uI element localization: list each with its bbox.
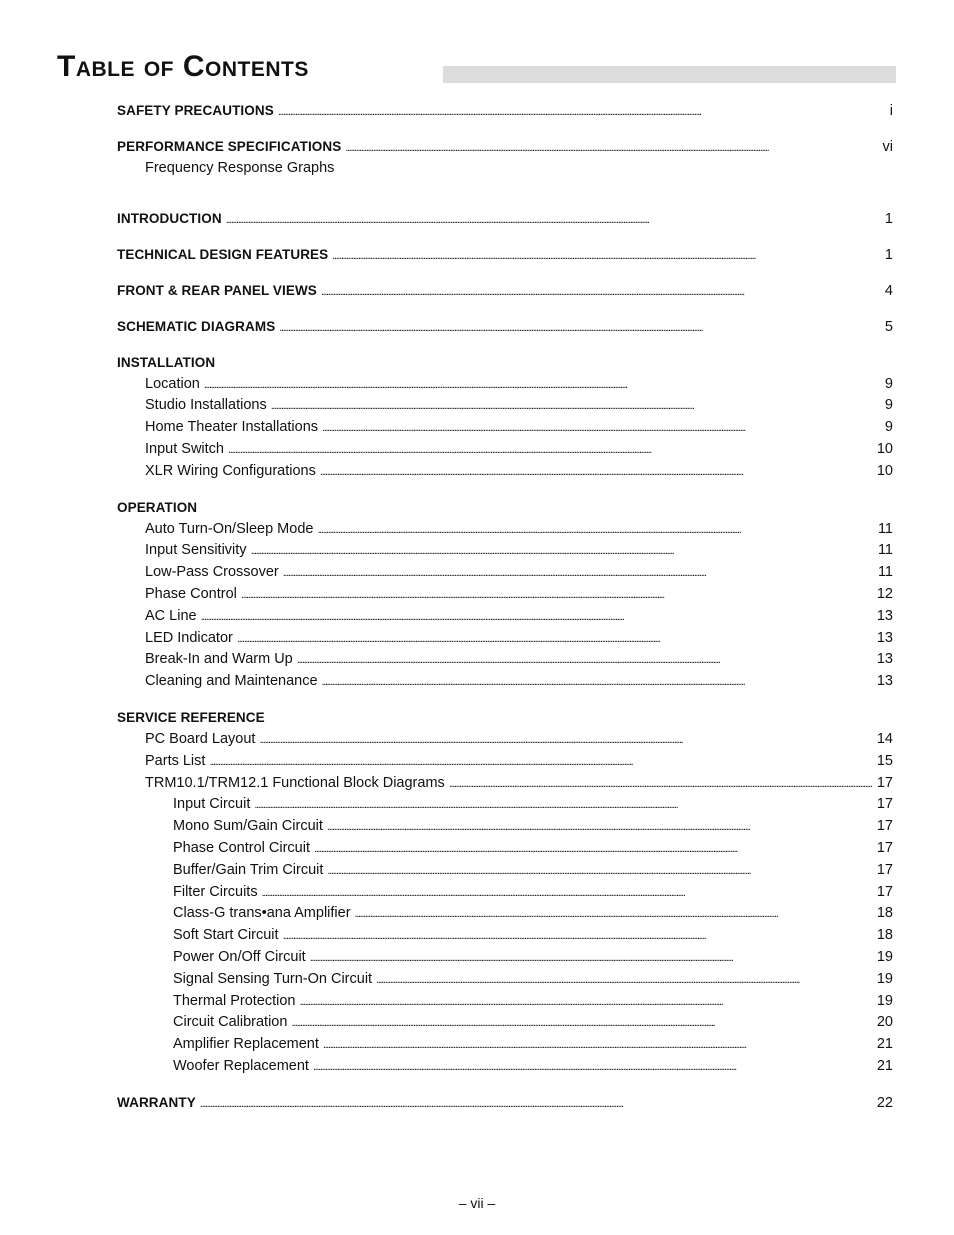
toc-entry-page-number: 9 (884, 375, 893, 392)
dot-leader (291, 1012, 875, 1035)
section-gap (117, 122, 893, 136)
toc-entry[interactable] (117, 1012, 893, 1034)
toc-entry[interactable] (117, 751, 893, 773)
toc-section-entry[interactable] (117, 244, 893, 266)
toc-section-entry[interactable] (117, 1092, 893, 1114)
toc-entry-label: Class-G trans•ana Amplifier (173, 905, 351, 922)
toc-entry[interactable] (117, 838, 893, 860)
toc-entry-label: Power On/Off Circuit (173, 948, 306, 965)
toc-entry-label: Input Switch (145, 441, 224, 458)
toc-entry-page-number: 11 (877, 542, 893, 559)
toc-entry[interactable] (117, 461, 893, 483)
toc-entry[interactable] (117, 395, 893, 417)
dot-leader (322, 417, 884, 440)
toc-entry-label: Filter Circuits (173, 883, 258, 900)
toc-entry[interactable] (117, 882, 893, 904)
toc-section-entry[interactable] (117, 497, 893, 519)
toc-entry-page-number: 13 (876, 651, 893, 668)
toc-entry-label: LED Indicator (145, 629, 233, 646)
section-gap (117, 693, 893, 707)
toc-entry-label: Home Theater Installations (145, 419, 319, 436)
toc-entry-label: Parts List (145, 752, 206, 769)
toc-entry-page-number: 10 (876, 462, 893, 479)
toc-entry[interactable] (117, 860, 893, 882)
toc-entry-page-number: 11 (877, 564, 893, 581)
dot-leader (327, 816, 876, 839)
dot-leader (259, 729, 875, 752)
toc-entry-label: Input Circuit (173, 796, 251, 813)
toc-entry-page-number: 5 (884, 318, 893, 335)
page-number: – vii – (458, 1195, 496, 1211)
toc-entry[interactable] (117, 417, 893, 439)
section-gap (117, 230, 893, 244)
dot-leader (278, 101, 889, 124)
toc-entry-page-number: 19 (876, 970, 893, 987)
dot-leader (279, 317, 884, 340)
toc-entry-label: Studio Installations (145, 397, 267, 414)
toc-entry[interactable] (117, 1056, 893, 1078)
dot-leader (314, 838, 876, 861)
toc-entry-label: Amplifier Replacement (173, 1036, 319, 1053)
dot-leader (327, 860, 875, 883)
toc-entry-page-number: 21 (876, 1036, 893, 1053)
table-of-contents (117, 100, 893, 1114)
toc-entry-label: OPERATION (117, 499, 198, 515)
toc-entry-label: AC Line (145, 607, 197, 624)
toc-entry-label: Signal Sensing Turn-On Circuit (173, 970, 373, 987)
toc-entry-page-number: 10 (876, 441, 893, 458)
dot-leader (320, 461, 876, 484)
toc-entry-page-number: 21 (876, 1057, 893, 1074)
toc-entry[interactable] (117, 729, 893, 751)
dot-leader (201, 606, 876, 629)
dot-leader (322, 671, 876, 694)
section-gap (117, 180, 893, 194)
dot-leader (283, 925, 876, 948)
toc-entry[interactable] (117, 158, 893, 180)
toc-entry-page-number: vi (882, 138, 893, 155)
toc-entry-page-number: 13 (876, 607, 893, 624)
toc-entry[interactable] (117, 649, 893, 671)
toc-entry-label: Break-In and Warm Up (145, 651, 293, 668)
toc-section-entry[interactable] (117, 352, 893, 374)
toc-entry-label: PERFORMANCE SPECIFICATIONS (117, 138, 342, 154)
toc-entry-label: INSTALLATION (117, 354, 216, 370)
dot-leader (241, 584, 876, 607)
toc-entry-label: Auto Turn-On/Sleep Mode (145, 520, 314, 537)
dot-leader (228, 439, 876, 462)
toc-entry-page-number: 17 (876, 861, 893, 878)
dot-leader (345, 137, 881, 160)
section-gap (117, 1078, 893, 1092)
dot-leader (251, 540, 877, 563)
toc-entry[interactable] (117, 773, 893, 795)
dot-leader (300, 991, 876, 1014)
title-rule-bar (443, 66, 896, 83)
toc-entry[interactable] (117, 991, 893, 1013)
toc-section-entry[interactable] (117, 100, 893, 122)
toc-entry-label: WARRANTY (117, 1094, 196, 1110)
dot-leader (283, 562, 877, 585)
toc-entry-page-number: 17 (876, 883, 893, 900)
toc-entry-page-number: 15 (876, 752, 893, 769)
section-gap (117, 266, 893, 280)
toc-entry-page-number: 20 (876, 1014, 893, 1031)
toc-entry-page-number: 17 (876, 774, 893, 791)
toc-entry-page-number: 13 (876, 629, 893, 646)
toc-entry-label: Thermal Protection (173, 992, 296, 1009)
toc-entry[interactable] (117, 969, 893, 991)
toc-entry[interactable] (117, 562, 893, 584)
toc-entry-page-number: 1 (884, 210, 893, 227)
toc-entry-page-number: 14 (876, 731, 893, 748)
dot-leader (237, 628, 876, 651)
toc-entry-label: Phase Control Circuit (173, 840, 310, 856)
toc-entry-label: TRM10.1/TRM12.1 Functional Block Diagrams (145, 774, 445, 791)
toc-entry-page-number: 12 (876, 586, 893, 603)
dot-leader (254, 794, 875, 817)
toc-entry-label: SAFETY PRECAUTIONS (117, 103, 274, 118)
dot-leader (209, 751, 875, 774)
toc-entry-page-number: 19 (876, 992, 893, 1009)
dot-leader (332, 245, 884, 268)
dot-leader (313, 1056, 876, 1079)
toc-entry[interactable] (117, 1034, 893, 1056)
dot-leader (262, 882, 876, 905)
dot-leader (226, 209, 884, 232)
toc-entry-page-number: 19 (876, 948, 893, 965)
toc-entry-page-number: i (889, 103, 893, 119)
dot-leader (310, 947, 876, 970)
toc-entry[interactable] (117, 925, 893, 947)
dot-leader (449, 773, 876, 796)
toc-entry[interactable] (117, 671, 893, 693)
toc-section-entry[interactable] (117, 280, 893, 302)
dot-leader (317, 519, 876, 542)
page-title: Table of Contents (57, 50, 309, 83)
toc-entry-page-number: 9 (884, 397, 893, 414)
toc-entry-page-number: 18 (876, 905, 893, 922)
toc-section-entry[interactable] (117, 316, 893, 338)
toc-entry-label: Soft Start Circuit (173, 927, 279, 944)
dot-leader (297, 649, 876, 672)
toc-entry[interactable] (117, 606, 893, 628)
toc-entry-label: Buffer/Gain Trim Circuit (173, 861, 324, 878)
toc-entry-page-number: 17 (876, 796, 893, 813)
section-gap (117, 338, 893, 352)
toc-entry[interactable] (117, 903, 893, 925)
toc-entry[interactable] (117, 584, 893, 606)
dot-leader (376, 969, 876, 992)
toc-entry-page-number: 1 (884, 246, 893, 263)
dot-leader (200, 1093, 876, 1116)
toc-entry-label: Location (145, 375, 200, 392)
toc-entry[interactable] (117, 628, 893, 650)
dot-leader (271, 395, 884, 418)
toc-entry[interactable] (117, 816, 893, 838)
toc-entry-label: XLR Wiring Configurations (145, 462, 316, 479)
toc-entry-label: SCHEMATIC DIAGRAMS (117, 318, 276, 334)
toc-entry-label: Woofer Replacement (173, 1057, 309, 1074)
dot-leader (355, 903, 876, 926)
toc-section-entry[interactable] (117, 136, 893, 158)
toc-entry-page-number: 17 (876, 840, 893, 856)
toc-entry-page-number: 9 (884, 419, 893, 436)
toc-entry[interactable] (117, 794, 893, 816)
toc-entry[interactable] (117, 374, 893, 396)
toc-entry[interactable] (117, 519, 893, 541)
toc-entry-page-number: 13 (876, 673, 893, 690)
toc-entry-label: TECHNICAL DESIGN FEATURES (117, 246, 329, 262)
dot-leader (321, 281, 884, 304)
section-gap (117, 194, 893, 208)
toc-section-entry[interactable] (117, 208, 893, 230)
toc-entry-label: INTRODUCTION (117, 210, 222, 226)
toc-entry-page-number: 22 (876, 1094, 893, 1111)
dot-leader (323, 1034, 876, 1057)
toc-entry-label: Frequency Response Graphs (145, 159, 335, 176)
toc-entry-label: SERVICE REFERENCE (117, 710, 265, 726)
toc-entry[interactable] (117, 439, 893, 461)
toc-section-entry[interactable] (117, 707, 893, 729)
toc-entry-label: FRONT & REAR PANEL VIEWS (117, 282, 317, 298)
toc-entry-page-number: 11 (877, 520, 893, 537)
toc-entry-label: Phase Control (145, 586, 237, 603)
toc-entry-label: Cleaning and Maintenance (145, 673, 318, 690)
dot-leader (204, 374, 884, 397)
toc-entry[interactable] (117, 947, 893, 969)
toc-entry-page-number: 4 (884, 282, 893, 299)
section-gap (117, 302, 893, 316)
toc-entry[interactable] (117, 540, 893, 562)
toc-entry-label: PC Board Layout (145, 731, 256, 748)
toc-entry-page-number: 18 (876, 927, 893, 944)
section-gap (117, 483, 893, 497)
toc-entry-page-number: 17 (876, 818, 893, 835)
toc-entry-label: Circuit Calibration (173, 1014, 288, 1031)
toc-entry-label: Input Sensitivity (145, 542, 247, 559)
toc-entry-label: Low-Pass Crossover (145, 564, 279, 581)
toc-entry-label: Mono Sum/Gain Circuit (173, 818, 323, 835)
